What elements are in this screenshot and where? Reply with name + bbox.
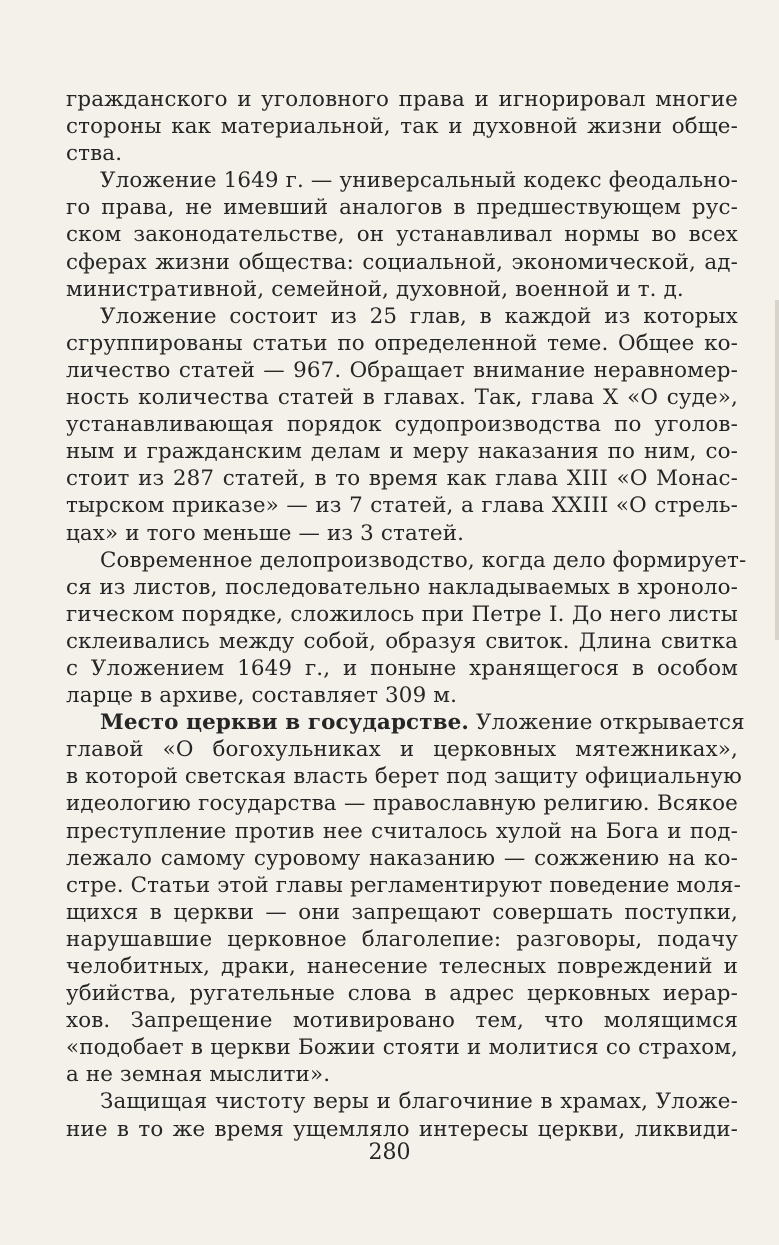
text-line: преступление против нее считалось хулой на Бога и под- (66, 818, 738, 844)
text-line: ском законодательстве, он устанавливал нормы во всех (66, 222, 738, 248)
body-text (66, 86, 747, 1143)
text-line: цах» и того меньше — из 3 статей. (66, 520, 465, 546)
text-line: в которой светская власть берет под защиту официальную (66, 764, 742, 790)
text-line: Защищая чистоту веры и благочиние в храмах, Уложе- (100, 1089, 738, 1115)
text-line: убийства, ругательные слова в адрес церковных иерар- (66, 981, 738, 1007)
text-line: главой «О богохульниках и церковных мятежниках», (66, 737, 738, 763)
section-heading: Место церкви в государстве. (100, 710, 469, 736)
text-line: стре. Статьи этой главы регламентируют поведение моля- (66, 872, 742, 898)
text-line: гическом порядке, сложилось при Петре I. До него листы (66, 601, 738, 627)
text-line: щихся в церкви — они запрещают совершать поступки, (66, 899, 738, 925)
text-line: «подобает в церкви Божии стояти и молитися со страхом, (66, 1035, 738, 1061)
text-line: Современное делопроизводство, когда дело формирует- (100, 547, 747, 573)
text-line: сгруппированы статьи по определенной теме. Общее ко- (66, 330, 738, 356)
text-line: ларце в архиве, составляет 309 м. (66, 683, 458, 709)
text-line: министративной, семейной, духовной, военной и т. д. (66, 276, 684, 302)
page-number: 280 (368, 1140, 411, 1165)
text-line: ность количества статей в главах. Так, глава X «О суде», (66, 385, 738, 411)
text-line: го права, не имевший аналогов в предшествующем рус- (66, 195, 738, 221)
text-line: челобитных, драки, нанесение телесных повреждений и (66, 954, 738, 979)
text-line: гражданского и уголовного права и игнорировал многие (66, 87, 738, 112)
text-line: нарушавшие церковное благолепие: разговоры, подачу (66, 926, 738, 952)
text-line: сферах жизни общества: социальной, экономической, ад- (66, 249, 738, 275)
text-line: ние в то же время ущемляло интересы церкви, ликвиди- (66, 1116, 738, 1142)
text-line (66, 709, 745, 736)
line-text: Уложение открывается (469, 710, 745, 736)
text-line: склеивались между собой, образуя свиток. Длина свитка (66, 628, 738, 654)
text-line: ства. (66, 141, 123, 167)
text-line: ся из листов, последовательно накладываемых в хроноло- (66, 574, 738, 600)
text-line: Уложение 1649 г. — универсальный кодекс феодально- (100, 168, 738, 194)
text-line: ным и гражданским делам и меру наказания по ним, со- (66, 439, 738, 465)
text-line: хов. Запрещение мотивировано тем, что молящимся (66, 1008, 738, 1034)
text-line: устанавливающая порядок судопроизводства по уголов- (66, 412, 738, 438)
text-line: стоит из 287 статей, в то время как глава XIII «О Монас- (66, 466, 738, 492)
text-line: стороны как материальной, так и духовной жизни обще- (66, 114, 738, 140)
text-line: а не земная мыслити». (66, 1062, 331, 1088)
text-line: личество статей — 967. Обращает внимание неравномер- (66, 357, 738, 383)
scan-edge-shadow (775, 300, 779, 640)
text-line: идеологию государства — православную религию. Всякое (66, 791, 738, 817)
text-line: лежало самому суровому наказанию — сожжению на ко- (66, 845, 738, 871)
text-line: Уложение состоит из 25 глав, в каждой из которых (100, 303, 738, 329)
text-line: тырском приказе» — из 7 статей, а глава XXIII «О стрель- (66, 493, 738, 519)
text-line: с Уложением 1649 г., и поныне хранящегося в особом (66, 655, 738, 681)
